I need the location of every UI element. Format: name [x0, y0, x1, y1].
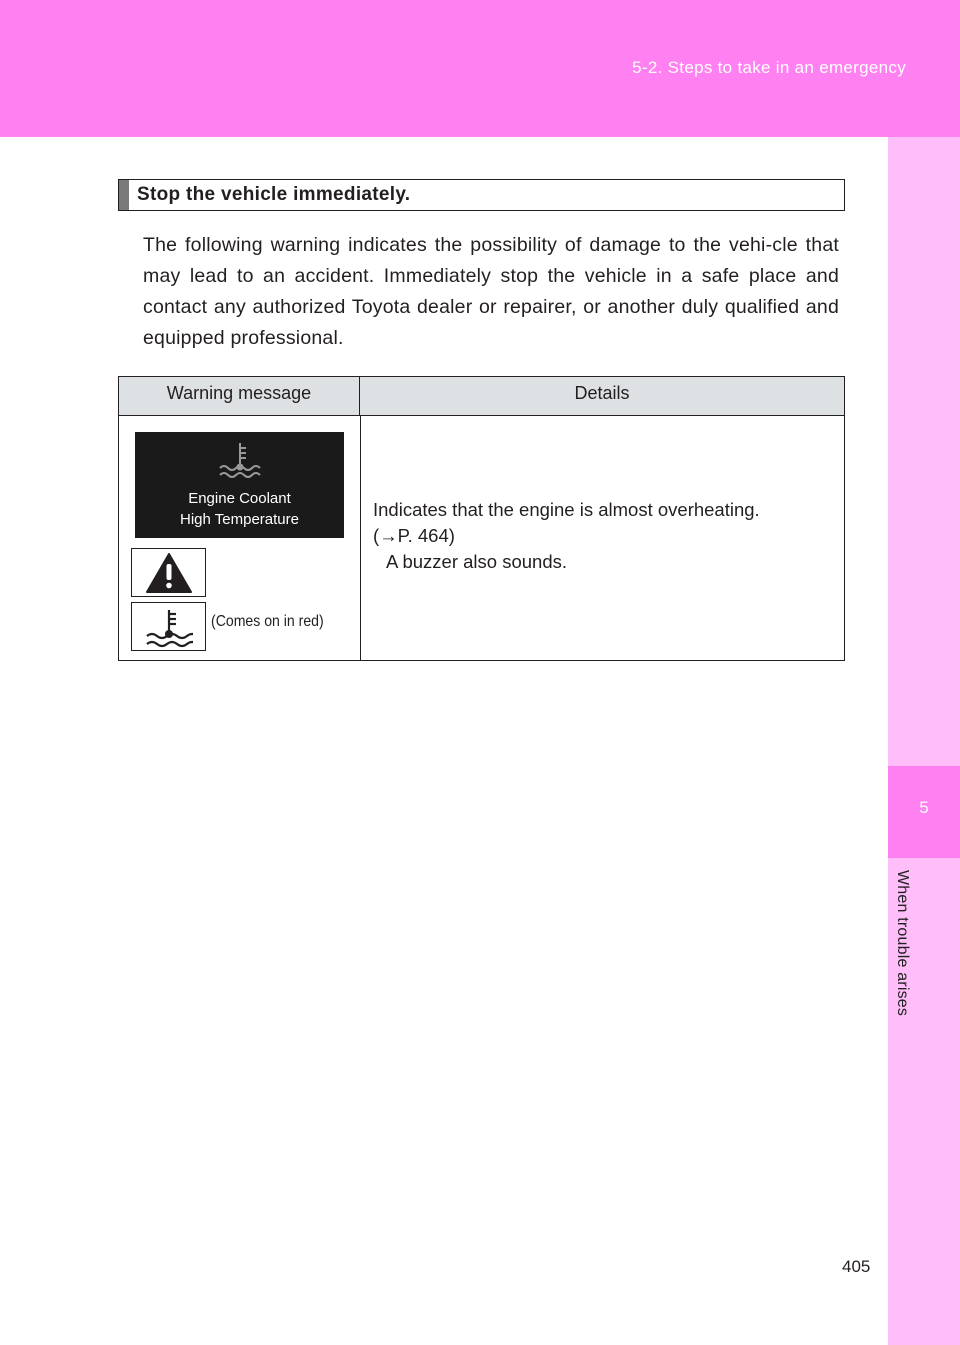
heading-accent-bar: [119, 180, 129, 210]
warning-triangle-icon: [145, 552, 193, 594]
side-strip: [888, 137, 960, 1345]
intro-paragraph: The following warning indicates the possibility of damage to the vehi-cle that may lead to an accident. Immediately stop the vehicle in a safe place and contact any authorized Toyota dealer or repairer, or another duly qualified and equipped professional.: [143, 234, 839, 349]
coolant-temperature-indicator: [131, 602, 206, 651]
section-title: 5-2. Steps to take in an emergency: [632, 58, 906, 77]
warning-details: [373, 497, 833, 575]
section-heading: [118, 179, 845, 211]
chapter-number: 5: [919, 798, 929, 817]
coolant-temperature-icon: [217, 440, 263, 480]
column-header-details: Details: [360, 377, 844, 416]
page-reference-link[interactable]: (→P. 464): [373, 525, 455, 546]
indicator-color-note: (Comes on in red): [211, 613, 324, 630]
page-number: 405: [842, 1257, 871, 1276]
details-line: A buzzer also sounds.: [386, 551, 567, 572]
column-divider: [360, 416, 361, 660]
chapter-title: When trouble arises: [894, 870, 911, 1017]
heading-text: Stop the vehicle immediately.: [137, 184, 411, 205]
warning-table: [118, 376, 845, 661]
multi-info-display: [135, 432, 344, 538]
master-warning-indicator: [131, 548, 206, 597]
column-header-warning-message: Warning message: [119, 377, 360, 416]
coolant-temperature-icon: [145, 607, 193, 649]
display-message-line1: Engine Coolant: [188, 490, 291, 507]
display-message-line2: High Temperature: [180, 511, 299, 528]
details-line: Indicates that the engine is almost overheating.: [373, 499, 760, 520]
